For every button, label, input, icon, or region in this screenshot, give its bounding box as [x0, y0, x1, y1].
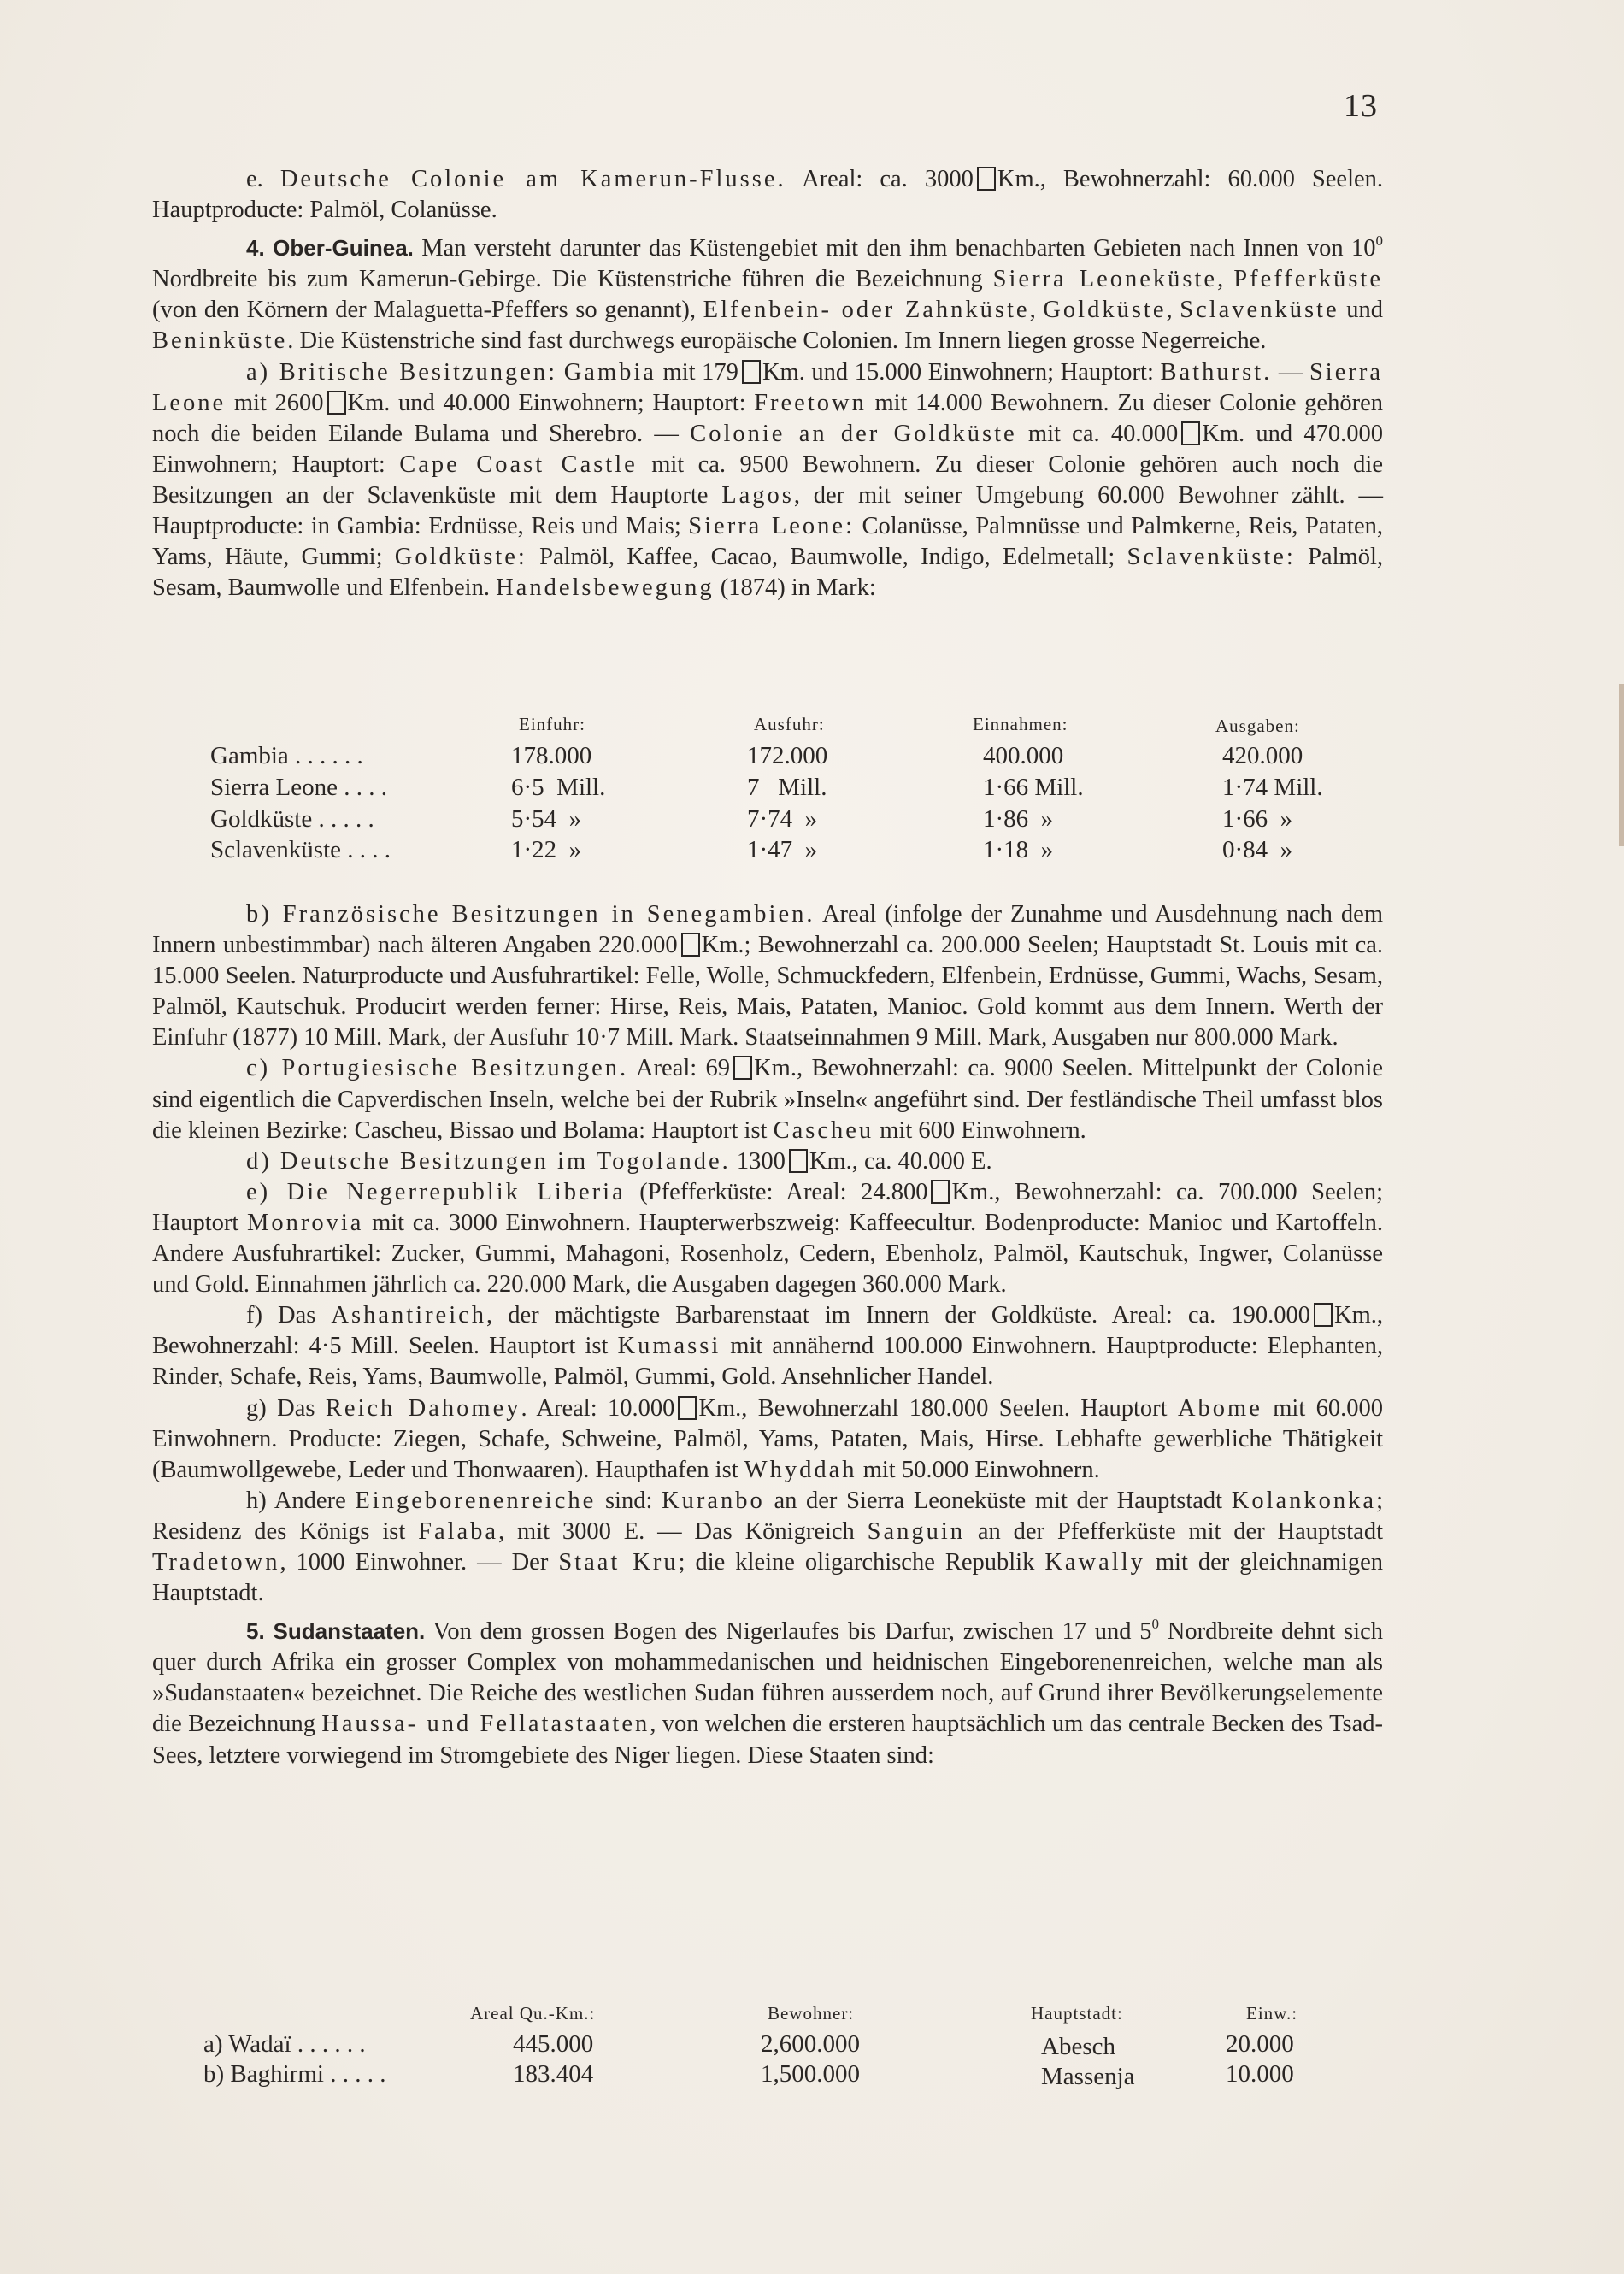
text-run: mit ca. 3000 Einwohnern. Haupterwerbszweig: Kaffeecultur. Bodenproducte: Manioc und Kartoffeln. Andere Ausfuhrartikel: Zucker, Gummi, Mahagoni, Rosenholz, Cedern, Ebenholz, Palmöl, Kautschuk, Ingwer, Colanüsse und Gold. Einnahmen jährlich ca. 220.000 Mark, die Ausgaben dagegen 360.000 Mark.	[152, 1209, 1383, 1299]
spaced-term: Sanguin	[867, 1517, 966, 1545]
page-edge	[1619, 684, 1624, 846]
text-run: Palmöl, Kaffee, Cacao, Baumwolle, Indigo, Edelmetall;	[527, 544, 1127, 571]
text-run: Km., Bewohnerzahl: 60.000 Seelen. Hauptproducte: Palmöl, Colanüsse.	[152, 166, 1384, 224]
text-run: Km. und 470.000 Einwohnern; Hauptort:	[152, 420, 1383, 478]
degree-superscript: 0	[1375, 233, 1383, 250]
text-run: mit der gleichnamigen Hauptstadt.	[152, 1548, 1384, 1607]
cell-einw: 10.000	[1226, 2060, 1294, 2088]
square-symbol-icon	[1181, 421, 1200, 445]
text-run: . Die Küstenstriche sind fast durchwegs europäische Colonien. Im Innern liegen grosse Negerreiche.	[287, 327, 1267, 355]
paragraph-togoland	[152, 1146, 1383, 1177]
degree-superscript: 0	[1151, 1616, 1160, 1633]
text-block-besitzungen	[152, 899, 1383, 1771]
spaced-term: Elfenbein- oder Zahnküste	[703, 297, 1030, 324]
spaced-term: Gambia	[563, 358, 656, 386]
cell-ausgaben: 1·74 Mill.	[1222, 774, 1323, 801]
text-run: Colanüsse, Palmnüsse und Palmkerne, Reis, Pataten, Yams, Häute, Gummi;	[152, 513, 1383, 571]
row-label: Gambia . . . . . .	[210, 742, 363, 769]
spaced-term: Sierra Leone:	[688, 513, 855, 540]
square-symbol-icon	[789, 1149, 808, 1173]
spaced-term: Pfefferküste	[1233, 266, 1383, 293]
table-header: Ausfuhr:	[754, 714, 825, 734]
table-header: Areal Qu.-Km.:	[470, 2003, 596, 2024]
spaced-term: a) Britische Besitzungen:	[246, 358, 558, 386]
text-run: , 1000 Einwohner. — Der	[279, 1548, 559, 1576]
text-run: f) Das	[246, 1302, 332, 1329]
text-run: mit 179	[656, 358, 738, 386]
spaced-term: Goldküste	[1043, 297, 1167, 324]
square-symbol-icon	[327, 391, 346, 415]
square-symbol-icon	[1314, 1303, 1333, 1327]
spaced-term: Sclavenküste:	[1127, 544, 1296, 571]
text-run: (von den Körnern der Malaguetta-Pfeffers so genannt),	[152, 297, 703, 324]
text-run: mit ca. 9500 Bewohnern. Zu dieser Colonie gehören auch noch die Besitzungen an der Sclavenküste mit dem Hauptorte	[152, 451, 1383, 509]
spaced-term: Whyddah	[744, 1456, 857, 1483]
row-label: Sierra Leone . . . .	[210, 774, 387, 801]
spaced-term: Colonie an der Goldküste	[690, 420, 1017, 447]
spaced-term: Eingeborenenreiche	[355, 1487, 597, 1514]
cell-einnahmen: 400.000	[983, 742, 1064, 769]
paragraph-kamerun	[152, 164, 1383, 226]
row-label: a) Wadaï . . . . . .	[203, 2030, 366, 2058]
text-run: Km., Bewohnerzahl: ca. 9000 Seelen. Mittelpunkt der Colonie sind eigentlich die Capverdischen Inseln, welche bei der Rubrik »Inseln« angeführt sind. Der festländische Theil umfasst blos die kleinen Bezirke: Cascheu, Bissao und Bolama: Hauptort ist	[152, 1055, 1383, 1144]
spaced-term: Kumassi	[617, 1333, 721, 1360]
square-symbol-icon	[681, 933, 700, 957]
cell-ausfuhr: 172.000	[747, 742, 828, 769]
paragraph-liberia	[152, 1177, 1383, 1300]
text-run: Nordbreite dehnt sich quer durch Afrika ein grosser Complex von mohammedanischen und heidnischen Eingeborenenreichen, welche man als »Sudanstaaten« bezeichnet. Die Reiche des westlichen Sudan führen ausserdem noch, auf Grund ihrer Bevölkerungselemente die Bezeichnung	[152, 1618, 1383, 1738]
text-run: mit 50.000 Einwohnern.	[856, 1456, 1100, 1483]
table-header: Ausgaben:	[1215, 716, 1300, 736]
spaced-term: Bathurst.	[1160, 358, 1273, 386]
cell-ausfuhr: 1·47 »	[747, 836, 818, 863]
cell-hauptstadt: Abesch	[1041, 2033, 1115, 2060]
cell-einw: 20.000	[1226, 2030, 1294, 2058]
spaced-term: Goldküste:	[394, 544, 527, 571]
text-run: Km., Bewohnerzahl 180.000 Seelen. Hauptort	[698, 1394, 1178, 1422]
page-number: 13	[1344, 88, 1378, 124]
text-run: (Pfefferküste: Areal: 24.800	[625, 1178, 928, 1205]
text-run: 1300	[730, 1147, 786, 1175]
cell-ausgaben: 0·84 »	[1222, 836, 1293, 863]
text-run: . Areal: 10.000	[521, 1394, 675, 1422]
square-symbol-icon	[678, 1396, 697, 1420]
text-run: Nordbreite bis zum Kamerun-Gebirge. Die Küstenstriche führen die Bezeichnung	[152, 266, 993, 293]
text-run: ; die kleine oligarchische Republik	[678, 1548, 1045, 1576]
paragraph-eingeborenenreiche	[152, 1486, 1383, 1609]
text-run: Man versteht darunter das Küstengebiet mit den ihm benachbarten Gebieten nach Innen von 10	[413, 235, 1376, 262]
square-symbol-icon	[733, 1056, 752, 1080]
text-run: ; Residenz des Königs ist	[152, 1487, 1383, 1545]
row-label: Sclavenküste . . . .	[210, 836, 391, 863]
cell-areal: 445.000	[513, 2030, 594, 2058]
cell-einfuhr: 5·54 »	[511, 805, 582, 833]
text-run: , mit 3000 E. — Das Königreich	[498, 1517, 868, 1545]
spaced-term: e) Die Negerrepublik Liberia	[246, 1178, 626, 1205]
text-run: sind:	[596, 1487, 662, 1514]
text-run: mit annähernd 100.000 Einwohnern. Hauptproducte: Elephanten, Rinder, Schafe, Reis, Yams, Baumwolle, Palmöl, Gummi, Gold. Ansehnlicher Handel.	[152, 1333, 1383, 1391]
table-header: Bewohner:	[768, 2003, 855, 2024]
text-run: h) Andere	[246, 1487, 356, 1514]
cell-einfuhr: 1·22 »	[511, 836, 582, 863]
text-run: mit 14.000 Bewohnern. Zu dieser Colonie gehören noch die beiden Eilande Bulama und Sherebro. —	[152, 389, 1383, 447]
spaced-term: Reich Dahomey	[325, 1394, 521, 1422]
spaced-term: Freetown	[754, 389, 867, 416]
text-run: , von welchen die ersteren hauptsächlich um das centrale Becken des Tsad-Sees, letztere vorwiegend im Stromgebiete des Niger liegen. Diese Staaten sind:	[152, 1711, 1383, 1769]
text-run: Areal: ca. 3000	[786, 166, 974, 192]
text-run: Areal: 69	[628, 1055, 731, 1082]
row-label: Goldküste . . . . .	[210, 805, 374, 833]
spaced-term: Kolankonka	[1231, 1487, 1377, 1514]
paragraph-ober-guinea	[152, 226, 1383, 356]
text-run: mit 600 Einwohnern.	[874, 1116, 1086, 1144]
spaced-term: Abome	[1177, 1394, 1262, 1422]
spaced-term: Cascheu	[773, 1116, 874, 1144]
text-run: Areal (infolge der Zunahme und Ausdehnung nach dem Innern unbestimmbar) nach älteren Angaben 220.000	[152, 901, 1384, 959]
text-run: an der Sierra Leoneküste mit der Hauptstadt	[764, 1487, 1232, 1514]
spaced-term: Falaba	[418, 1517, 499, 1545]
cell-ausfuhr: 7 Mill.	[747, 774, 827, 801]
cell-einfuhr: 178.000	[511, 742, 592, 769]
row-label: b) Baghirmi . . . . .	[203, 2060, 386, 2088]
square-symbol-icon	[742, 360, 761, 384]
spaced-term: Kawally	[1044, 1548, 1145, 1576]
table-header: Hauptstadt:	[1031, 2003, 1123, 2024]
cell-ausgaben: 420.000	[1222, 742, 1303, 769]
text-run: mit 60.000 Einwohnern. Producte: Ziegen, Schafe, Schweine, Palmöl, Yams, Pataten, Mais, Hirse. Lebhafte gewerbliche Thätigkeit (Baumwollgewebe, Leder und Thonwaaren). Haupthafen ist	[152, 1394, 1384, 1483]
spaced-term: Haussa- und Fellatastaaten	[321, 1711, 650, 1738]
paragraph-ashantireich	[152, 1300, 1383, 1393]
table-header: Einw.:	[1246, 2003, 1298, 2024]
cell-einfuhr: 6·5 Mill.	[511, 774, 606, 801]
spaced-term: Beninküste	[152, 327, 288, 355]
text-run: ,	[1029, 297, 1044, 324]
text-run: ,	[1166, 297, 1180, 324]
spaced-term: Kuranbo	[662, 1487, 765, 1514]
table-header: Einfuhr:	[519, 714, 585, 734]
cell-hauptstadt: Massenja	[1041, 2063, 1135, 2090]
table-header: Einnahmen:	[973, 714, 1068, 734]
para-lead: e.	[246, 166, 263, 192]
text-run: an der Pfefferküste mit der Hauptstadt	[965, 1517, 1383, 1545]
text-block-ober-guinea	[152, 164, 1383, 604]
section-heading: 4. Ober-Guinea.	[246, 235, 414, 262]
text-run: Km.; Bewohnerzahl ca. 200.000 Seelen; Hauptstadt St. Louis mit ca. 15.000 Seelen. Naturproducte und Ausfuhrartikel: Felle, Wolle, Schmuckfedern, Elfenbein, Erdnüsse, Gummi, Wachs, Sesam, Palmöl, Kautschuk. Producirt werden ferner: Hirse, Reis, Mais, Pataten, Manioc. Gold kommt aus dem Innern. Werth der Einfuhr (1877) 10 Mill. Mark, der Ausfuhr 10·7 Mill. Mark. Staatseinnahmen 9 Mill. Mark, Ausgaben nur 800.000 Mark.	[152, 932, 1384, 1052]
text-run: Km. und 40.000 Einwohnern; Hauptort:	[347, 389, 755, 416]
spaced-term: c) Portugiesische Besitzungen.	[246, 1055, 629, 1082]
spaced-term: Sierra Leoneküste	[992, 266, 1218, 293]
cell-einnahmen: 1·86 »	[983, 805, 1054, 833]
cell-ausgaben: 1·66 »	[1222, 805, 1293, 833]
text-run: Km. und 15.000 Einwohnern; Hauptort:	[762, 358, 1161, 386]
paragraph-portugiesische-besitzungen	[152, 1053, 1383, 1146]
cell-areal: 183.404	[513, 2060, 594, 2088]
paragraph-britische-besitzungen	[152, 357, 1383, 604]
square-symbol-icon	[977, 167, 996, 191]
spaced-term: Tradetown	[152, 1548, 280, 1576]
text-run: Palmöl, Sesam, Baumwolle und Elfenbein.	[152, 544, 1383, 602]
text-run: Von dem grossen Bogen des Nigerlaufes bis Darfur, zwischen 17 und 5	[425, 1618, 1152, 1646]
text-run: g) Das	[246, 1394, 326, 1422]
spaced-term: Staat Kru	[558, 1548, 679, 1576]
spaced-term: b) Französische Besitzungen in Senegambien.	[246, 901, 815, 928]
text-run: und	[1339, 297, 1383, 324]
spaced-term: d) Deutsche Besitzungen im Togolande.	[246, 1147, 731, 1175]
spaced-term: Deutsche Colonie am Kamerun-Flusse.	[279, 166, 786, 192]
spaced-term: Cape Coast Castle	[399, 451, 638, 478]
spaced-term: Handelsbewegung	[496, 574, 715, 602]
text-run: —	[1272, 358, 1309, 386]
cell-bewohner: 1,500.000	[761, 2060, 860, 2088]
cell-bewohner: 2,600.000	[761, 2030, 860, 2058]
cell-ausfuhr: 7·74 »	[747, 805, 818, 833]
spaced-term: Sclavenküste	[1180, 297, 1339, 324]
text-run: Km., Bewohnerzahl: ca. 700.000 Seelen; Hauptort	[152, 1178, 1383, 1236]
text-run: ,	[1217, 266, 1234, 293]
paragraph-sudanstaaten	[152, 1609, 1383, 1770]
section-heading: 5. Sudanstaaten.	[246, 1618, 426, 1645]
text-run: , der mit seiner Umgebung 60.000 Bewohner zählt. — Hauptproducte: in Gambia: Erdnüsse, Reis und Mais;	[152, 481, 1383, 540]
spaced-term: Lagos	[721, 481, 794, 509]
text-run: mit ca. 40.000	[1016, 420, 1179, 447]
paragraph-dahomey	[152, 1393, 1383, 1486]
text-run: mit 2600	[226, 389, 324, 416]
text-run: Km., ca. 40.000 E.	[809, 1147, 992, 1175]
text-run: Km., Bewohnerzahl: 4·5 Mill. Seelen. Hauptort ist	[152, 1302, 1383, 1360]
spaced-term: Monrovia	[246, 1209, 364, 1236]
paragraph-franzoesische-besitzungen	[152, 899, 1383, 1053]
square-symbol-icon	[931, 1180, 950, 1204]
spaced-term: Sierra Leone	[152, 358, 1384, 416]
text-run: , der mächtigste Barbarenstaat im Innern der Goldküste. Areal: ca. 190.000	[486, 1302, 1310, 1329]
spaced-term: Ashantireich	[331, 1302, 487, 1329]
text-run: (1874) in Mark:	[714, 574, 876, 602]
cell-einnahmen: 1·66 Mill.	[983, 774, 1084, 801]
cell-einnahmen: 1·18 »	[983, 836, 1054, 863]
